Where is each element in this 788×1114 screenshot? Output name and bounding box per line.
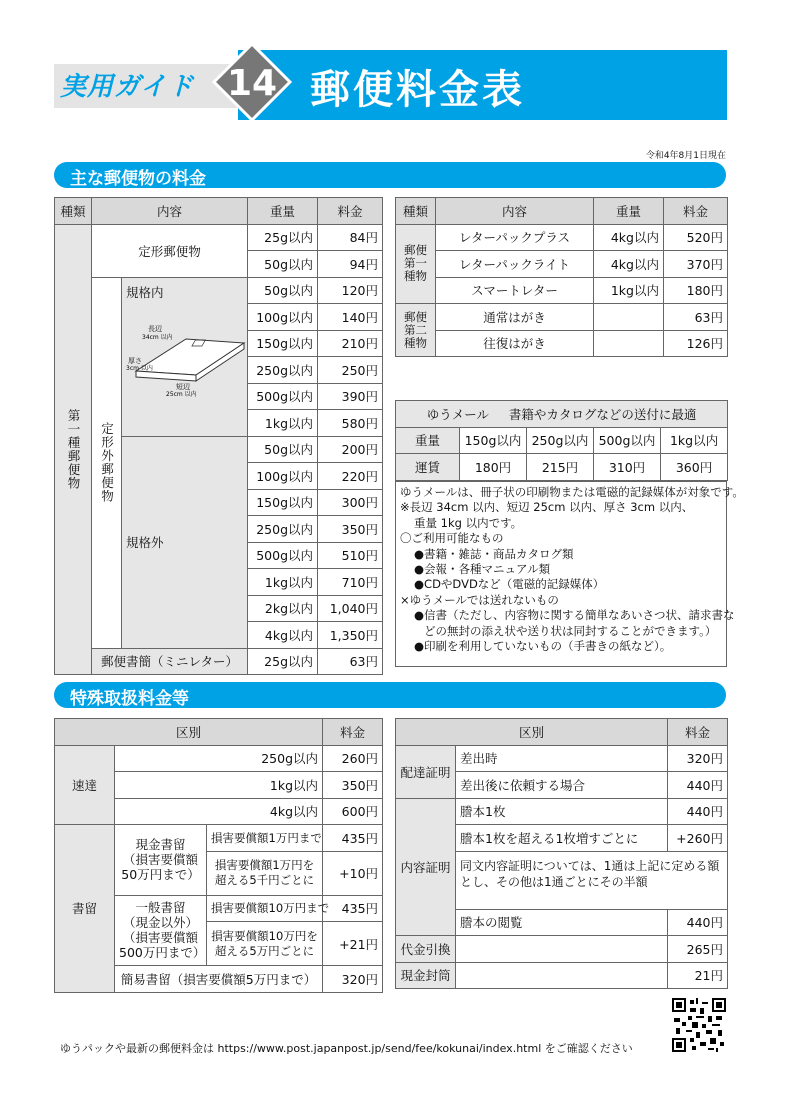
table-cell: 50g以内 xyxy=(248,251,318,278)
in-spec-cell xyxy=(122,277,248,436)
text-line: ●書籍・雑誌・商品カタログ類 xyxy=(414,546,574,561)
table-cell: 250g以内 xyxy=(248,516,318,543)
table-cell: 1kg以内 xyxy=(594,277,664,304)
table-cell: 300円 xyxy=(318,489,383,516)
envelope-dimension-illustration xyxy=(126,313,246,398)
table-cell: 150g以内 xyxy=(460,427,527,454)
table-cell: 1kg以内 xyxy=(248,569,318,596)
text-line: 長辺 xyxy=(148,324,162,333)
table-header-cell: 種類 xyxy=(396,198,436,225)
table-cell: 320円 xyxy=(323,966,383,993)
table-cell: 謄本の閲覧 xyxy=(456,909,668,936)
table-cell: 往復はがき xyxy=(436,330,594,357)
table-cell: 運賃 xyxy=(396,454,460,481)
table-cell: 435円 xyxy=(323,895,383,922)
t1-header-content: 内容 xyxy=(92,198,248,225)
express-label: 速達 xyxy=(55,745,115,825)
table-cell: 同文内容証明については、1通は上記に定める額 とし、その他は1通ごとにその半額 xyxy=(456,851,728,909)
table-cell: 謄本1枚 xyxy=(456,798,668,825)
table-cell: 180円 xyxy=(664,277,728,304)
table-cell: 360円 xyxy=(661,454,728,481)
table-cell: 200円 xyxy=(318,436,383,463)
section-main-title: 主な郵便物の料金 xyxy=(70,169,206,189)
table-cell: 140円 xyxy=(318,304,383,331)
table-cell: 差出後に依頼する場合 xyxy=(456,772,668,799)
table-cell xyxy=(456,936,668,963)
table-cell: +260円 xyxy=(668,825,728,852)
table-cell: 1,040円 xyxy=(318,595,383,622)
header-guide-label: 実用ガイド xyxy=(60,72,195,102)
registered-label: 書留 xyxy=(55,825,115,993)
in-spec-label: 規格内 xyxy=(126,284,164,300)
table-cell: スマートレター xyxy=(436,277,594,304)
table-cell: 1kg以内 xyxy=(661,427,728,454)
table-cell: 94円 xyxy=(318,251,383,278)
table-cell: +10円 xyxy=(323,851,383,895)
table-cell: 150g以内 xyxy=(248,489,318,516)
text-line: ●印刷を利用していないもの（手書きの紙など）。 xyxy=(414,639,672,654)
text-line: ●信書（ただし、内容物に関する簡単なあいさつ状、請求書な xyxy=(414,608,735,623)
table-cell: 100g以内 xyxy=(248,463,318,490)
table-cell xyxy=(594,330,664,357)
section-main-bar xyxy=(54,162,726,188)
qr-code-icon xyxy=(672,998,726,1052)
t1-header-type: 種類 xyxy=(55,198,92,225)
table-cell: 710円 xyxy=(318,569,383,596)
table-cell: 4kg以内 xyxy=(115,798,323,825)
table-header-cell: 内容 xyxy=(436,198,594,225)
text-line: ●CDやDVDなど（電磁的記録媒体） xyxy=(414,577,605,592)
text-line: ●会報・各種マニュアル類 xyxy=(414,562,551,577)
as-of-date: 令和4年8月1日現在 xyxy=(645,151,726,161)
table-header-cell: 重量 xyxy=(594,198,664,225)
table-cell: 50g以内 xyxy=(248,277,318,304)
table-cell xyxy=(456,962,668,989)
header-number: 14 xyxy=(226,63,278,104)
table-cell: 4kg以内 xyxy=(594,251,664,278)
table-cell: 390円 xyxy=(318,383,383,410)
table-cell: 損害要償額1万円を 超える5千円ごとに xyxy=(207,851,323,895)
table-cell: 代金引換 xyxy=(396,936,456,963)
text-line: ×ゆうメールでは送れないもの xyxy=(400,592,559,607)
table-cell: 現金封筒 xyxy=(396,962,456,989)
table-cell: 1kg以内 xyxy=(248,410,318,437)
table-cell: 2kg以内 xyxy=(248,595,318,622)
first-class-label: 第一種郵便物 xyxy=(55,224,92,675)
text-line: どの無封の添え状や送り状は同封することができます。） xyxy=(424,623,717,638)
table-header-cell: 区別 xyxy=(396,719,668,746)
table-header-cell: 区別 xyxy=(55,719,323,746)
table-cell: 100g以内 xyxy=(248,304,318,331)
certification-table xyxy=(395,718,728,989)
text-line: ※長辺 34cm 以内、短辺 25cm 以内、厚さ 3cm 以内、 xyxy=(400,500,694,515)
page-title: 郵便料金表 xyxy=(310,67,525,113)
yu-mail-notes xyxy=(395,481,744,667)
table-cell: レターパックライト xyxy=(436,251,594,278)
table-cell: 440円 xyxy=(668,772,728,799)
section-special-title: 特殊取扱料金等 xyxy=(70,689,189,709)
table-cell: 580円 xyxy=(318,410,383,437)
text-line: 3cm 以内 xyxy=(126,364,153,372)
table-cell: 260円 xyxy=(323,745,383,772)
table-header-cell: 料金 xyxy=(323,719,383,746)
table-cell: 510円 xyxy=(318,542,383,569)
yu-mail-table xyxy=(395,400,728,481)
table-cell: 600円 xyxy=(323,798,383,825)
table-cell: 320円 xyxy=(668,745,728,772)
table-cell: 4kg以内 xyxy=(248,622,318,649)
table-cell: 4kg以内 xyxy=(594,224,664,251)
mini-letter-label: 郵便書簡（ミニレター） xyxy=(92,648,248,675)
table-cell: 220円 xyxy=(318,463,383,490)
table-cell: 310円 xyxy=(594,454,661,481)
delivery-cert-label: 配達証明 xyxy=(396,745,456,798)
text-line: 厚さ xyxy=(128,356,142,365)
table-cell: 250円 xyxy=(318,357,383,384)
table-header-cell: 料金 xyxy=(664,198,728,225)
table-header-cell: 料金 xyxy=(668,719,728,746)
general-registered-label: 一般書留 （現金以外） （損害要償額 500万円まで） xyxy=(115,895,207,966)
table-cell: 215円 xyxy=(527,454,594,481)
table-cell: 120円 xyxy=(318,277,383,304)
section-special-bar xyxy=(54,682,726,708)
table-cell: 435円 xyxy=(323,825,383,852)
table-cell: 63円 xyxy=(318,648,383,675)
cash-registered-label: 現金書留 （損害要償額 50万円まで） xyxy=(115,825,207,896)
t2-first-class-label: 郵便第一 種物 xyxy=(396,224,436,304)
table-cell: 損害要償額1万円まで xyxy=(207,825,323,852)
letterpack-postcard-table xyxy=(395,197,728,357)
standard-mail-label: 定形郵便物 xyxy=(92,224,248,277)
main-rates-table xyxy=(54,197,383,675)
text-line: 重量 1kg 以内です。 xyxy=(414,515,523,530)
table-cell: 126円 xyxy=(664,330,728,357)
table-cell: 180円 xyxy=(460,454,527,481)
table-cell: 63円 xyxy=(664,304,728,331)
t2-second-class-label: 郵便第二 種物 xyxy=(396,304,436,357)
table-cell: 84円 xyxy=(318,224,383,251)
table-cell: 損害要償額10万円まで xyxy=(207,895,323,922)
express-registered-table xyxy=(54,718,383,993)
table-cell: +21円 xyxy=(323,922,383,966)
table-cell: 500g以内 xyxy=(248,542,318,569)
header-number-badge xyxy=(212,42,292,122)
table-cell: 520円 xyxy=(664,224,728,251)
nonstandard-mail-label: 定形外郵便物 xyxy=(92,277,122,648)
table-cell: 440円 xyxy=(668,909,728,936)
table-cell: 差出時 xyxy=(456,745,668,772)
table-cell: 謄本1枚を超える1枚増すごとに xyxy=(456,825,668,852)
table-cell: 500g以内 xyxy=(594,427,661,454)
table-cell: 350円 xyxy=(323,772,383,799)
table-cell: 250g以内 xyxy=(248,357,318,384)
table-cell: 370円 xyxy=(664,251,728,278)
table-cell: 21円 xyxy=(668,962,728,989)
table-cell xyxy=(594,304,664,331)
table-cell: 25g以内 xyxy=(248,224,318,251)
table-cell: 210円 xyxy=(318,330,383,357)
table-cell: 265円 xyxy=(668,936,728,963)
table-cell: 25g以内 xyxy=(248,648,318,675)
table-cell: 50g以内 xyxy=(248,436,318,463)
yu-mail-title: ゆうメール 書籍やカタログなどの送付に最適 xyxy=(396,401,728,428)
table-cell: レターパックプラス xyxy=(436,224,594,251)
text-line: 短辺 xyxy=(176,382,190,391)
text-line: 34cm 以内 xyxy=(142,333,173,341)
table-cell: 440円 xyxy=(668,798,728,825)
content-cert-label: 内容証明 xyxy=(396,798,456,936)
table-cell: 250g以内 xyxy=(115,745,323,772)
table-cell: 250g以内 xyxy=(527,427,594,454)
text-line: ゆうメールは、冊子状の印刷物または電磁的記録媒体が対象です。 xyxy=(400,485,744,499)
table-cell: 1,350円 xyxy=(318,622,383,649)
table-cell: 350円 xyxy=(318,516,383,543)
text-line: 〇ご利用可能なもの xyxy=(400,531,504,546)
table-cell: 150g以内 xyxy=(248,330,318,357)
table-cell: 1kg以内 xyxy=(115,772,323,799)
t1-header-fee: 料金 xyxy=(318,198,383,225)
table-cell: 重量 xyxy=(396,427,460,454)
footer-note: ゆうパックや最新の郵便料金は https://www.post.japanpost.jp/send/fee/kokunai/index.html をご確認ください xyxy=(60,1042,633,1055)
table-cell: 通常はがき xyxy=(436,304,594,331)
t1-header-weight: 重量 xyxy=(248,198,318,225)
table-cell: 損害要償額10万円を 超える5万円ごとに xyxy=(207,922,323,966)
simple-registered-label: 簡易書留（損害要償額5万円まで） xyxy=(115,966,323,993)
text-line: 25cm 以内 xyxy=(166,390,197,398)
out-spec-label: 規格外 xyxy=(122,436,248,648)
table-cell: 500g以内 xyxy=(248,383,318,410)
